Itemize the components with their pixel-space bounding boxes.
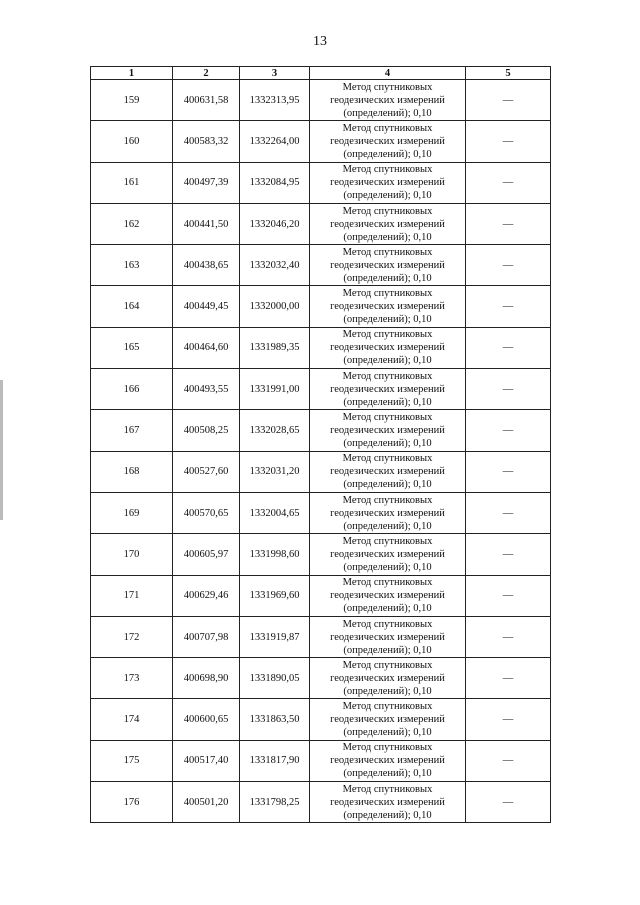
method-line: геодезических измерений xyxy=(330,590,445,602)
method-line: геодезических измерений xyxy=(330,755,445,767)
point-number-cell: 167 xyxy=(91,410,173,451)
method-line: Метод спутниковых xyxy=(342,535,433,547)
point-number-cell: 169 xyxy=(91,492,173,533)
note-cell: — xyxy=(466,451,551,492)
point-number-cell: 164 xyxy=(91,286,173,327)
method-line: Метод спутниковых xyxy=(342,659,433,671)
method-line: Метод спутниковых xyxy=(342,81,433,93)
point-number-cell: 176 xyxy=(91,782,173,823)
method-line: (определений); 0,10 xyxy=(343,644,432,656)
method-cell xyxy=(310,782,466,823)
x-coordinate-cell: 400438,65 xyxy=(173,245,240,286)
table-row xyxy=(91,658,551,699)
header-col-5: 5 xyxy=(466,67,551,80)
note-cell: — xyxy=(466,740,551,781)
method-line: геодезических измерений xyxy=(330,425,445,437)
method-line: (определений); 0,10 xyxy=(343,272,432,284)
method-line: (определений); 0,10 xyxy=(343,479,432,491)
point-number-cell: 166 xyxy=(91,369,173,410)
header-row xyxy=(91,67,551,80)
method-line: геодезических измерений xyxy=(330,383,445,395)
note-cell: — xyxy=(466,658,551,699)
x-coordinate-cell: 400570,65 xyxy=(173,492,240,533)
method-line: (определений); 0,10 xyxy=(343,107,432,119)
coordinates-table xyxy=(90,66,551,823)
header-col-1: 1 xyxy=(91,67,173,80)
note-cell: — xyxy=(466,782,551,823)
method-line: (определений); 0,10 xyxy=(343,190,432,202)
method-cell xyxy=(310,245,466,286)
method-line: геодезических измерений xyxy=(330,342,445,354)
note-cell: — xyxy=(466,286,551,327)
x-coordinate-cell: 400449,45 xyxy=(173,286,240,327)
method-line: Метод спутниковых xyxy=(342,122,433,134)
note-cell: — xyxy=(466,80,551,121)
y-coordinate-cell: 1332264,00 xyxy=(240,121,310,162)
method-line: геодезических измерений xyxy=(330,466,445,478)
method-line: (определений); 0,10 xyxy=(343,231,432,243)
method-cell xyxy=(310,658,466,699)
method-line: геодезических измерений xyxy=(330,218,445,230)
y-coordinate-cell: 1332000,00 xyxy=(240,286,310,327)
method-cell xyxy=(310,740,466,781)
method-line: (определений); 0,10 xyxy=(343,685,432,697)
note-cell: — xyxy=(466,162,551,203)
x-coordinate-cell: 400501,20 xyxy=(173,782,240,823)
method-line: (определений); 0,10 xyxy=(343,520,432,532)
method-cell xyxy=(310,492,466,533)
x-coordinate-cell: 400631,58 xyxy=(173,80,240,121)
method-line: Метод спутниковых xyxy=(342,205,433,217)
table-row xyxy=(91,121,551,162)
table-row xyxy=(91,80,551,121)
method-line: Метод спутниковых xyxy=(342,329,433,341)
point-number-cell: 160 xyxy=(91,121,173,162)
method-line: Метод спутниковых xyxy=(342,494,433,506)
point-number-cell: 165 xyxy=(91,327,173,368)
point-number-cell: 171 xyxy=(91,575,173,616)
method-line: (определений); 0,10 xyxy=(343,148,432,160)
y-coordinate-cell: 1332004,65 xyxy=(240,492,310,533)
method-line: геодезических измерений xyxy=(330,259,445,271)
y-coordinate-cell: 1332313,95 xyxy=(240,80,310,121)
method-line: Метод спутниковых xyxy=(342,783,433,795)
table-row xyxy=(91,616,551,657)
method-line: Метод спутниковых xyxy=(342,701,433,713)
table-row xyxy=(91,575,551,616)
table-header xyxy=(91,67,551,80)
point-number-cell: 159 xyxy=(91,80,173,121)
x-coordinate-cell: 400517,40 xyxy=(173,740,240,781)
point-number-cell: 172 xyxy=(91,616,173,657)
table-row xyxy=(91,162,551,203)
note-cell: — xyxy=(466,327,551,368)
method-cell xyxy=(310,699,466,740)
note-cell: — xyxy=(466,121,551,162)
table-row xyxy=(91,451,551,492)
table-row xyxy=(91,534,551,575)
x-coordinate-cell: 400464,60 xyxy=(173,327,240,368)
method-cell xyxy=(310,162,466,203)
header-col-3: 3 xyxy=(240,67,310,80)
point-number-cell: 161 xyxy=(91,162,173,203)
x-coordinate-cell: 400508,25 xyxy=(173,410,240,451)
note-cell: — xyxy=(466,203,551,244)
point-number-cell: 174 xyxy=(91,699,173,740)
method-line: Метод спутниковых xyxy=(342,618,433,630)
note-cell: — xyxy=(466,699,551,740)
x-coordinate-cell: 400583,32 xyxy=(173,121,240,162)
method-line: (определений); 0,10 xyxy=(343,603,432,615)
point-number-cell: 163 xyxy=(91,245,173,286)
method-cell xyxy=(310,121,466,162)
method-line: геодезических измерений xyxy=(330,631,445,643)
table-row xyxy=(91,327,551,368)
table-row xyxy=(91,782,551,823)
method-line: Метод спутниковых xyxy=(342,742,433,754)
header-col-2: 2 xyxy=(173,67,240,80)
y-coordinate-cell: 1331969,60 xyxy=(240,575,310,616)
x-coordinate-cell: 400707,98 xyxy=(173,616,240,657)
method-line: Метод спутниковых xyxy=(342,288,433,300)
x-coordinate-cell: 400629,46 xyxy=(173,575,240,616)
point-number-cell: 175 xyxy=(91,740,173,781)
y-coordinate-cell: 1331989,35 xyxy=(240,327,310,368)
method-line: геодезических измерений xyxy=(330,796,445,808)
method-line: Метод спутниковых xyxy=(342,246,433,258)
table-row xyxy=(91,286,551,327)
y-coordinate-cell: 1331817,90 xyxy=(240,740,310,781)
y-coordinate-cell: 1332084,95 xyxy=(240,162,310,203)
method-line: (определений); 0,10 xyxy=(343,396,432,408)
y-coordinate-cell: 1332031,20 xyxy=(240,451,310,492)
method-line: геодезических измерений xyxy=(330,301,445,313)
point-number-cell: 168 xyxy=(91,451,173,492)
method-line: (определений); 0,10 xyxy=(343,314,432,326)
y-coordinate-cell: 1332028,65 xyxy=(240,410,310,451)
header-col-4: 4 xyxy=(310,67,466,80)
y-coordinate-cell: 1331919,87 xyxy=(240,616,310,657)
method-cell xyxy=(310,203,466,244)
note-cell: — xyxy=(466,492,551,533)
method-line: Метод спутниковых xyxy=(342,370,433,382)
table-row xyxy=(91,740,551,781)
point-number-cell: 170 xyxy=(91,534,173,575)
method-cell xyxy=(310,286,466,327)
method-line: (определений); 0,10 xyxy=(343,438,432,450)
x-coordinate-cell: 400527,60 xyxy=(173,451,240,492)
method-line: геодезических измерений xyxy=(330,714,445,726)
method-line: Метод спутниковых xyxy=(342,412,433,424)
x-coordinate-cell: 400605,97 xyxy=(173,534,240,575)
y-coordinate-cell: 1332046,20 xyxy=(240,203,310,244)
method-cell xyxy=(310,451,466,492)
x-coordinate-cell: 400698,90 xyxy=(173,658,240,699)
table-row xyxy=(91,203,551,244)
method-line: Метод спутниковых xyxy=(342,577,433,589)
note-cell: — xyxy=(466,410,551,451)
point-number-cell: 162 xyxy=(91,203,173,244)
y-coordinate-cell: 1331798,25 xyxy=(240,782,310,823)
x-coordinate-cell: 400497,39 xyxy=(173,162,240,203)
y-coordinate-cell: 1331890,05 xyxy=(240,658,310,699)
method-line: Метод спутниковых xyxy=(342,453,433,465)
note-cell: — xyxy=(466,575,551,616)
method-line: геодезических измерений xyxy=(330,507,445,519)
method-line: (определений); 0,10 xyxy=(343,727,432,739)
y-coordinate-cell: 1331991,00 xyxy=(240,369,310,410)
method-cell xyxy=(310,369,466,410)
x-coordinate-cell: 400493,55 xyxy=(173,369,240,410)
y-coordinate-cell: 1332032,40 xyxy=(240,245,310,286)
method-line: геодезических измерений xyxy=(330,94,445,106)
table-row xyxy=(91,492,551,533)
method-cell xyxy=(310,327,466,368)
method-cell xyxy=(310,80,466,121)
y-coordinate-cell: 1331863,50 xyxy=(240,699,310,740)
note-cell: — xyxy=(466,534,551,575)
scan-edge-mark xyxy=(0,380,3,520)
method-line: (определений); 0,10 xyxy=(343,809,432,821)
method-cell xyxy=(310,616,466,657)
method-line: геодезических измерений xyxy=(330,548,445,560)
method-line: Метод спутниковых xyxy=(342,164,433,176)
table-row xyxy=(91,369,551,410)
method-line: геодезических измерений xyxy=(330,177,445,189)
method-line: (определений); 0,10 xyxy=(343,768,432,780)
note-cell: — xyxy=(466,245,551,286)
table-body xyxy=(91,80,551,823)
x-coordinate-cell: 400441,50 xyxy=(173,203,240,244)
method-line: (определений); 0,10 xyxy=(343,355,432,367)
table-row xyxy=(91,699,551,740)
method-line: геодезических измерений xyxy=(330,135,445,147)
table-row xyxy=(91,410,551,451)
point-number-cell: 173 xyxy=(91,658,173,699)
page-number: 13 xyxy=(313,34,327,49)
note-cell: — xyxy=(466,369,551,410)
method-line: (определений); 0,10 xyxy=(343,561,432,573)
y-coordinate-cell: 1331998,60 xyxy=(240,534,310,575)
x-coordinate-cell: 400600,65 xyxy=(173,699,240,740)
table-row xyxy=(91,245,551,286)
note-cell: — xyxy=(466,616,551,657)
method-line: геодезических измерений xyxy=(330,672,445,684)
method-cell xyxy=(310,575,466,616)
method-cell xyxy=(310,534,466,575)
method-cell xyxy=(310,410,466,451)
